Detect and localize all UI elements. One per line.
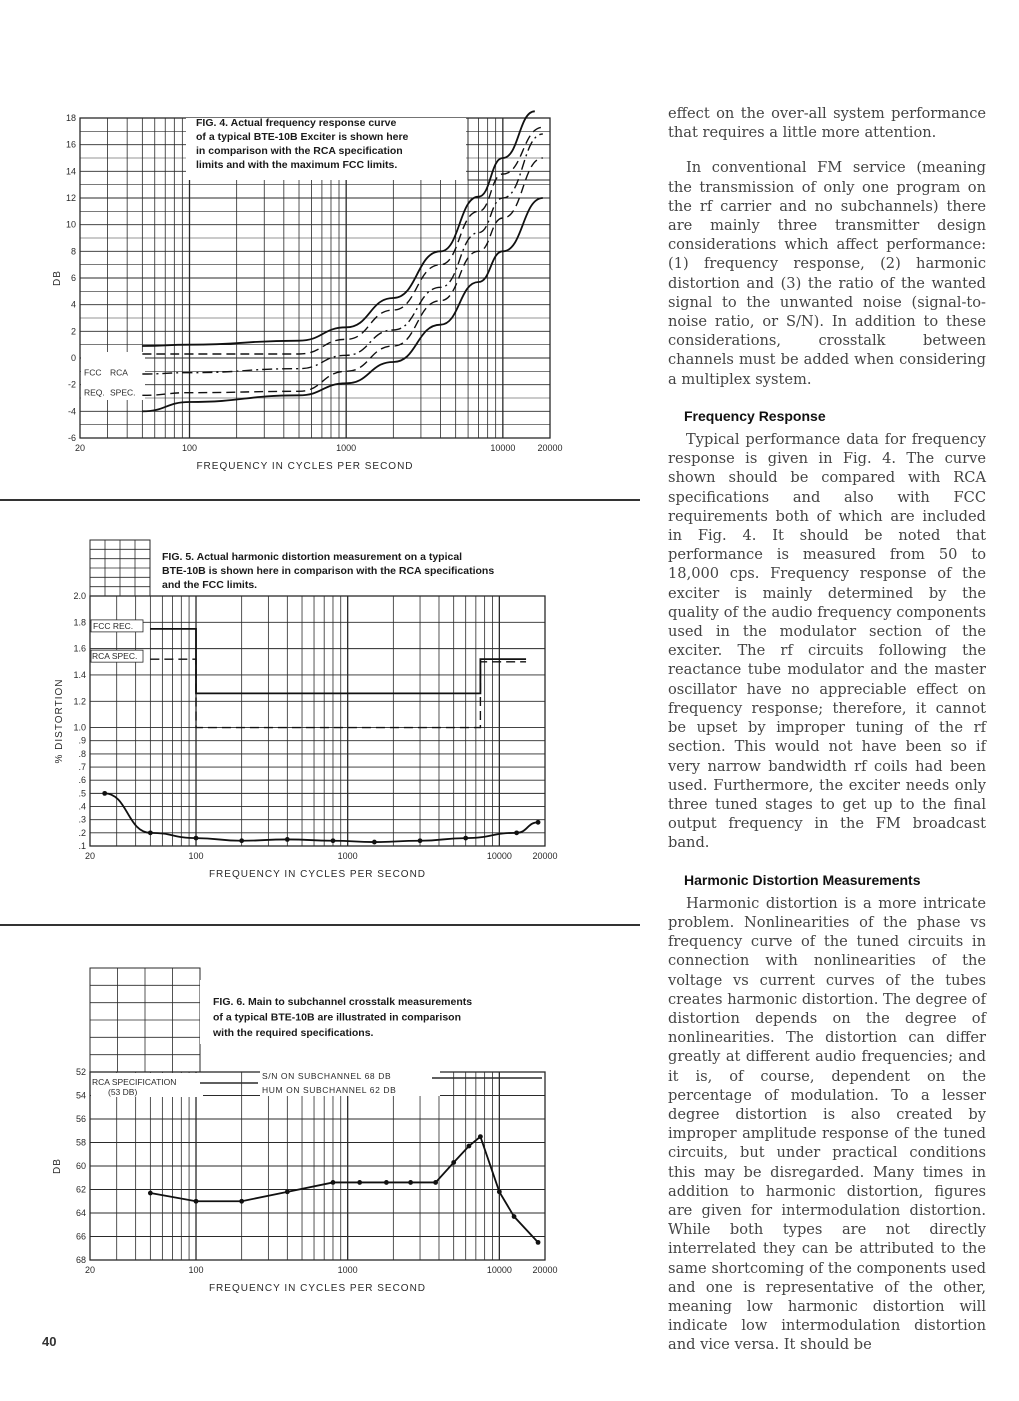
x-tick-label: 1000: [337, 851, 358, 861]
figure-6: [0, 950, 600, 1320]
y-tick-label: .9: [78, 735, 86, 746]
figure-caption-line: FIG. 5. Actual harmonic distortion measurement on a typical: [162, 551, 463, 563]
fcc-req-label: FCC: [84, 367, 102, 378]
paragraph: Harmonic distortion is a more intricate problem. Nonlinearities of the phase vs frequency curve of the tuned circuits in connection with nonlinearities of the voltage vs current curves of the tubes creates harmonic distortion. The degree of distortion depends on the degree of nonlinearities. The distortion can differ greatly at different audio frequencies; and it is, of course, dependent on the percentage of modulation. To a lesser degree distortion is also created by improper amplitude response of the tuned circuits, but under practical conditions this may be disregarded. Many times in addition to harmonic distortion, figures are given for intermodulation distortion. While both types are not directly interrelated they can be attributed to the same shortcoming of the components used and one is representative of the other, meaning low harmonic distortion will indicate low intermodulation distortion and vice versa. It should be: [668, 894, 986, 1354]
y-tick-label: 68: [75, 1255, 86, 1265]
y-tick-label: .5: [78, 788, 86, 799]
y-tick-label: 2: [70, 326, 76, 337]
y-tick-label: 18: [65, 113, 76, 123]
y-tick-label: .1: [78, 841, 86, 851]
x-tick-label: 20: [84, 1265, 96, 1275]
figure-caption-line: in comparison with the RCA specification: [196, 145, 403, 157]
y-tick-label: -2: [67, 379, 76, 390]
y-tick-label: 8: [70, 246, 76, 257]
sn-annotation: S/N ON SUBCHANNEL 68 DB: [262, 1071, 392, 1081]
grid-box: [468, 118, 550, 180]
y-tick-label: 60: [75, 1161, 86, 1171]
y-tick-label: 1.6: [73, 643, 86, 654]
x-tick-label: 20000: [537, 443, 563, 453]
y-tick-label: .4: [78, 801, 86, 812]
y-tick-label: 58: [75, 1137, 86, 1148]
y-tick-label: 16: [65, 139, 76, 150]
y-tick-label: 14: [65, 166, 76, 177]
section-heading: Frequency Response: [684, 407, 826, 424]
divider: [0, 499, 640, 501]
crosstalk-chart: [0, 950, 600, 1320]
x-tick-label: 100: [181, 443, 198, 453]
y-tick-label: .6: [78, 775, 86, 786]
harmonic-distortion-chart: [0, 530, 600, 900]
data-point: [194, 1199, 199, 1204]
y-tick-label: 1.0: [73, 722, 86, 733]
y-axis-label: DB: [52, 1158, 63, 1174]
x-axis-label: FREQUENCY IN CYCLES PER SECOND: [208, 869, 427, 880]
fcc-rec-label: FCC REC.: [93, 620, 134, 631]
y-axis-label: DB: [52, 270, 63, 286]
data-point: [536, 1240, 541, 1245]
x-axis-label: FREQUENCY IN CYCLES PER SECOND: [208, 1283, 427, 1294]
data-point: [497, 1189, 502, 1194]
y-tick-label: 64: [75, 1208, 86, 1218]
x-axis-label: FREQUENCY IN CYCLES PER SECOND: [196, 461, 414, 472]
x-tick-label: 1000: [337, 1265, 358, 1275]
divider: [0, 924, 640, 926]
plot-frame: [90, 596, 545, 846]
y-tick-label: .7: [78, 762, 86, 773]
section-heading: Harmonic Distortion Measurements: [684, 871, 921, 888]
data-point: [514, 830, 519, 835]
paragraph: effect on the over-all system performance that requires a little more attention.: [668, 105, 986, 142]
frequency-response-chart: [0, 100, 600, 480]
x-tick-label: 10000: [490, 443, 516, 453]
data-point: [467, 1144, 472, 1149]
data-point: [384, 1180, 389, 1185]
figure-caption-line: and the FCC limits.: [162, 579, 258, 591]
hum-annotation: HUM ON SUBCHANNEL 62 DB: [262, 1085, 397, 1095]
data-point: [463, 836, 468, 841]
x-tick-label: 100: [188, 851, 204, 861]
y-tick-label: .2: [78, 827, 86, 838]
figure-5: [0, 530, 600, 900]
y-tick-label: 6: [70, 273, 76, 283]
paragraph: Typical performance data for frequency response is given in Fig. 4. The curve shown should be compared with RCA specifications and also with FCC requirements both of which are included in Fig. 4. It should be noted that performance is measured from 50 to 18,000 cps. Frequency response of the exciter is mainly determined by the quality of the audio frequency components used in the modulator section of the exciter. The rf circuits following the reactance tube modulator and the master oscillator have no appreciable effect on frequency response; therefore, it cannot be upset by improper tuning of the rf section. This would not have been so if very narrow bandwidth rf coils had been used. Furthermore, the exciter needs only three tuned stages to get up to the final output frequency in the FM broadcast band.: [668, 431, 986, 852]
y-tick-label: -4: [67, 406, 76, 417]
x-tick-label: 1000: [336, 443, 357, 453]
data-point: [194, 836, 199, 841]
data-point: [408, 1180, 413, 1185]
y-tick-label: .3: [78, 814, 86, 825]
y-tick-label: 0: [70, 353, 76, 363]
y-axis-label: % DISTORTION: [54, 678, 65, 764]
y-tick-label: -6: [67, 433, 76, 443]
data-series-line: [105, 793, 538, 842]
y-tick-label: 1.2: [73, 696, 86, 707]
data-point: [148, 830, 153, 835]
data-point: [451, 1160, 456, 1165]
data-point: [148, 1191, 153, 1196]
x-tick-label: 20: [74, 443, 86, 453]
y-tick-label: 56: [75, 1114, 86, 1124]
data-point: [331, 838, 336, 843]
x-tick-label: 10000: [486, 1265, 512, 1275]
data-point: [239, 838, 244, 843]
figure-caption-line: of a typical BTE-10B are illustrated in comparison: [213, 1011, 461, 1024]
y-tick-label: 66: [75, 1231, 86, 1242]
figure-caption-line: of a typical BTE-10B Exciter is shown here: [196, 131, 409, 143]
rca-spec-label: SPEC.: [110, 387, 136, 398]
y-tick-label: 10: [65, 219, 76, 230]
figure-4: [0, 100, 600, 480]
figure-caption-line: FIG. 6. Main to subchannel crosstalk measurements: [213, 996, 473, 1008]
data-point: [478, 1134, 483, 1139]
data-point: [433, 1180, 438, 1185]
y-tick-label: 12: [65, 193, 76, 203]
paragraph: In conventional FM service (meaning the transmission of only one program on the rf carrier and no subchannels) there are mainly three transmitter design considerations which affect performance: (1) frequency response, (2) harmonic distortion and (3) the ratio of the wanted signal to the unwanted noise (signal-to-noise ratio, or S/N). In addition to these considerations, crosstalk between channels must be added when considering a multiplex system.: [668, 159, 986, 388]
y-tick-label: 54: [75, 1090, 86, 1101]
figure-caption-line: BTE-10B is shown here in comparison with the RCA specifications: [162, 565, 495, 577]
data-point: [418, 838, 423, 843]
data-point: [512, 1214, 517, 1219]
page-number: 40: [42, 1334, 57, 1349]
data-point: [372, 840, 377, 845]
x-tick-label: 20000: [532, 1265, 558, 1275]
data-point: [285, 1189, 290, 1194]
data-point: [536, 820, 541, 825]
fcc-req-label: REQ.: [84, 387, 105, 398]
data-point: [285, 837, 290, 842]
data-point: [357, 1180, 362, 1185]
text-column: [668, 104, 986, 1371]
rca-spec-annotation: (53 DB): [108, 1087, 138, 1097]
y-tick-label: 52: [75, 1067, 86, 1077]
data-point: [239, 1199, 244, 1204]
rca-spec-label: RCA: [110, 367, 128, 378]
figure-caption-line: limits and with the maximum FCC limits.: [196, 159, 398, 171]
x-tick-label: 100: [188, 1265, 204, 1275]
data-point: [331, 1180, 336, 1185]
y-tick-label: 2.0: [73, 591, 86, 601]
figure-caption-line: with the required specifications.: [213, 1027, 374, 1039]
y-tick-label: 1.8: [73, 617, 86, 628]
x-tick-label: 10000: [486, 851, 512, 861]
x-tick-label: 20: [84, 851, 96, 861]
y-tick-label: 4: [70, 299, 76, 310]
data-point: [102, 791, 107, 796]
figure-caption-line: FIG. 4. Actual frequency response curve: [196, 117, 397, 129]
rca-spec-label: RCA SPEC.: [92, 651, 138, 662]
y-tick-label: 1.4: [73, 669, 86, 680]
y-tick-label: .8: [78, 748, 86, 759]
y-tick-label: 62: [75, 1184, 86, 1195]
rca-spec-annotation: RCA SPECIFICATION: [92, 1077, 177, 1087]
data-series-line: [150, 629, 526, 693]
x-tick-label: 20000: [532, 851, 558, 861]
